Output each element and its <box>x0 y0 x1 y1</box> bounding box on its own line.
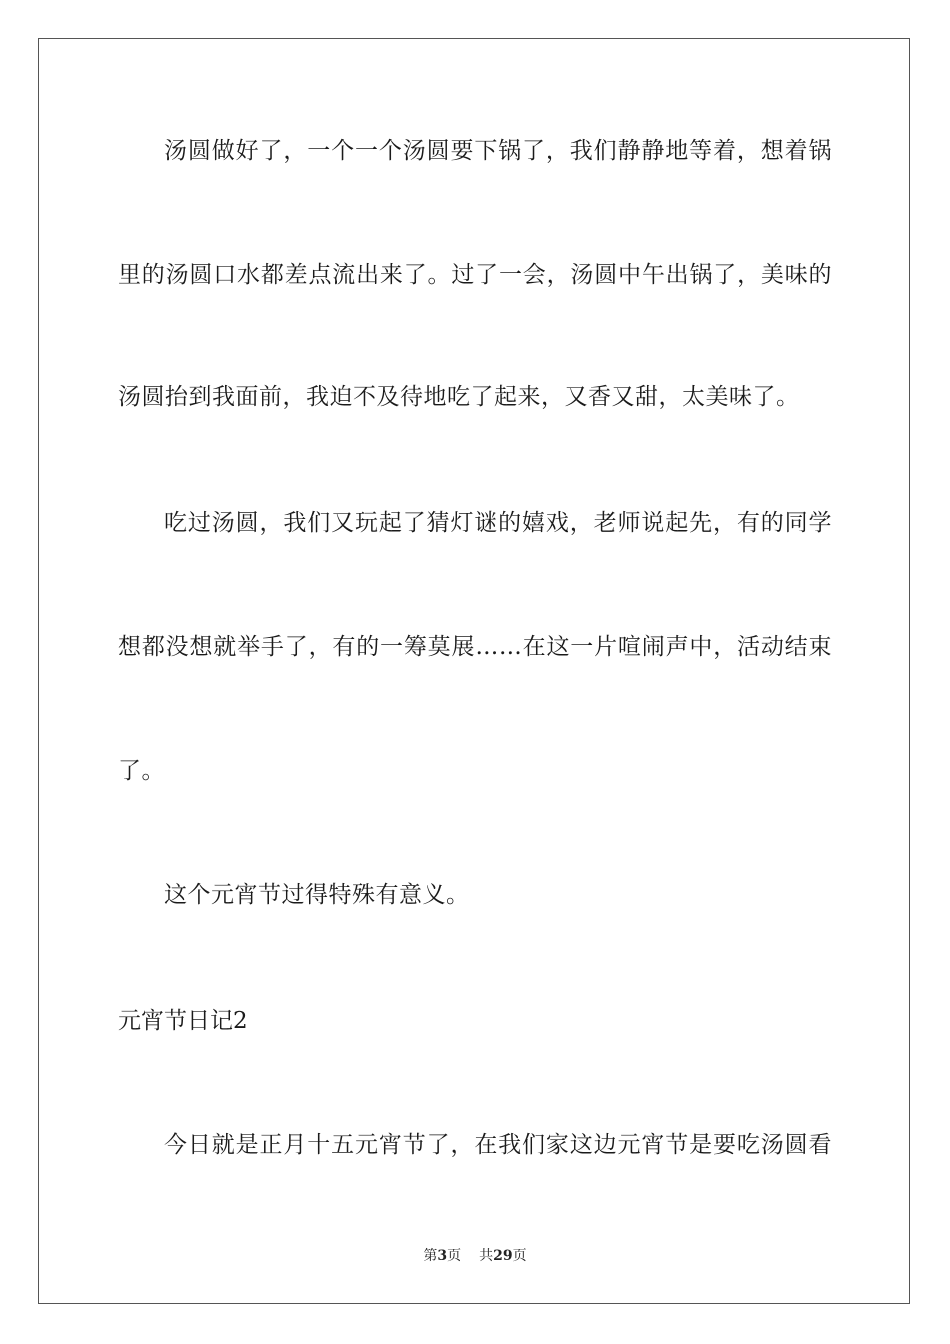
footer-page-suffix: 页 <box>447 1248 462 1264</box>
paragraph-4-line-1: 今日就是正月十五元宵节了，在我们家这边元宵节是要吃汤圆看 <box>164 1132 832 1158</box>
footer-page-number: 3 <box>437 1248 448 1264</box>
footer-page-prefix: 第 <box>423 1248 438 1264</box>
section-heading: 元宵节日记2 <box>118 1008 248 1034</box>
page-footer <box>0 1247 950 1265</box>
paragraph-3-line-1: 这个元宵节过得特殊有意义。 <box>164 882 470 908</box>
page-border <box>38 38 910 1304</box>
paragraph-2-line-1: 吃过汤圆，我们又玩起了猜灯谜的嬉戏，老师说起先，有的同学 <box>164 510 832 536</box>
paragraph-1-line-2: 里的汤圆口水都差点流出来了。过了一会，汤圆中午出锅了，美味的 <box>118 262 832 288</box>
paragraph-1-line-3: 汤圆抬到我面前，我迫不及待地吃了起来，又香又甜，太美味了。 <box>118 384 800 410</box>
paragraph-1-line-1: 汤圆做好了，一个一个汤圆要下锅了，我们静静地等着，想着锅 <box>164 138 832 164</box>
footer-total-suffix: 页 <box>512 1248 527 1264</box>
paragraph-2-line-2: 想都没想就举手了，有的一筹莫展……在这一片喧闹声中，活动结束 <box>118 634 832 660</box>
paragraph-2-line-3: 了。 <box>118 758 165 784</box>
footer-total-pages: 29 <box>493 1248 513 1264</box>
footer-total-prefix: 共 <box>479 1248 494 1264</box>
